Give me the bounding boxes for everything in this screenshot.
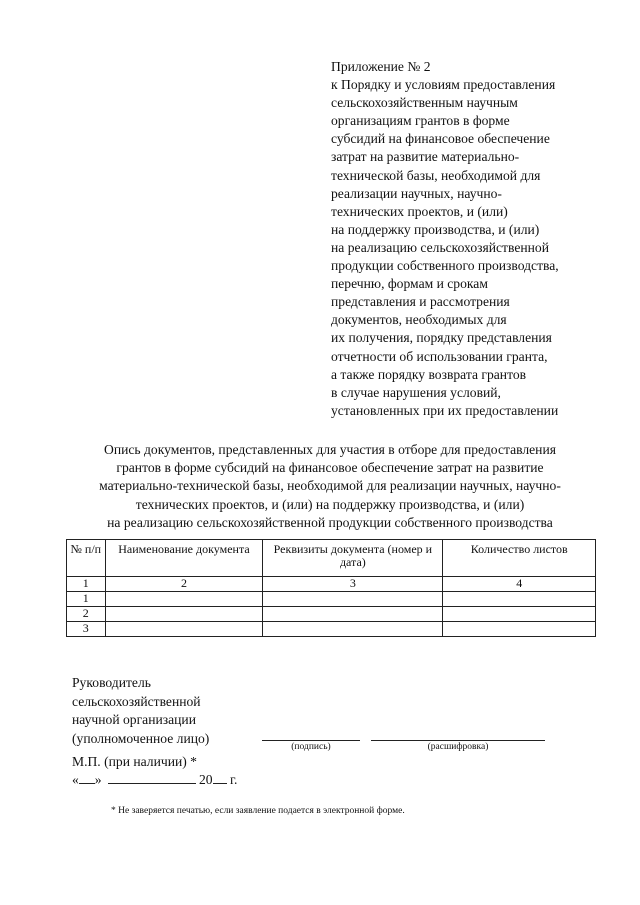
appendix-line: Приложение № 2 [331, 59, 431, 74]
appendix-line: на поддержку производства, и (или) [331, 221, 540, 237]
transcript-line [371, 740, 545, 741]
title-line: грантов в форме субсидий на финансовое обеспечение затрат на развитие [116, 460, 544, 476]
header-document-name: Наименование документа [105, 540, 263, 577]
signature-caption: (подпись) [291, 742, 331, 752]
title-line: Опись документов, представленных для участия в отборе для предоставления [104, 442, 556, 457]
footnote: * Не заверяется печатью, если заявление подается в электронной форме. [111, 806, 405, 816]
appendix-line: к Порядку и условиям предоставления [331, 77, 556, 93]
table-cell [443, 607, 596, 622]
table-cell: 3 [67, 622, 106, 637]
date-row [72, 771, 237, 789]
document-title [60, 441, 600, 532]
appendix-line: продукции собственного производства, [331, 258, 559, 274]
appendix-line: в случае нарушения условий, [331, 384, 501, 400]
date-suffix: г. [230, 772, 238, 787]
appendix-line: на реализацию сельскохозяйственной [331, 239, 549, 255]
table-row [67, 592, 596, 607]
transcript-caption: (расшифровка) [427, 742, 489, 752]
table-cell [263, 607, 443, 622]
appendix-line: перечню, формам и срокам [331, 276, 488, 292]
signer-line: (уполномоченное лицо) [72, 730, 210, 746]
appendix-line: сельскохозяйственным научным [331, 95, 518, 111]
date-month-blank [108, 771, 196, 784]
date-close-quote: » [94, 772, 102, 787]
signature-line [262, 740, 360, 741]
date-century: 20 [199, 772, 213, 787]
date-open-quote: « [72, 772, 79, 787]
header-number: № п/п [67, 540, 106, 577]
title-line: на реализацию сельскохозяйственной продукции собственного производства [107, 514, 553, 530]
table-cell: 1 [67, 577, 106, 592]
appendix-line: их получения, порядку представления [331, 330, 552, 346]
table-row [67, 607, 596, 622]
table-index-row [67, 577, 596, 592]
title-line: материально-технической базы, необходимой для реализации научных, научно- [99, 478, 561, 494]
table-header-row [67, 540, 596, 577]
appendix-line: представления и рассмотрения [331, 294, 510, 310]
appendix-line: затрат на развитие материально- [331, 149, 520, 165]
table-cell: 1 [67, 592, 106, 607]
table-cell: 2 [67, 607, 106, 622]
appendix-line: установленных при их предоставлении [331, 402, 559, 418]
appendix-line: субсидий на финансовое обеспечение [331, 131, 550, 147]
table-cell: 3 [263, 577, 443, 592]
appendix-line: технической базы, необходимой для [331, 167, 541, 183]
appendix-header [331, 58, 559, 420]
table-row [67, 622, 596, 637]
table-cell [105, 592, 263, 607]
table-cell [263, 592, 443, 607]
signer-line: сельскохозяйственной [72, 693, 201, 709]
header-document-details: Реквизиты документа (номер и дата) [263, 540, 443, 577]
signer-line: Руководитель [72, 675, 151, 690]
title-line: технических проектов, и (или) на поддержку производства, и (или) [135, 496, 525, 512]
date-year-blank [213, 771, 227, 784]
appendix-line: отчетности об использовании гранта, [331, 348, 548, 364]
appendix-line: а также порядку возврата грантов [331, 366, 527, 382]
table-cell [105, 622, 263, 637]
appendix-line: документов, необходимых для [331, 312, 507, 328]
appendix-line: организациям грантов в форме [331, 113, 510, 129]
signer-line: научной организации [72, 712, 196, 728]
table-cell: 4 [443, 577, 596, 592]
table-cell: 2 [105, 577, 263, 592]
table-cell [105, 607, 263, 622]
table-cell [263, 622, 443, 637]
table-cell [443, 622, 596, 637]
appendix-line: технических проектов, и (или) [331, 203, 508, 219]
stamp-note: М.П. (при наличии) * [72, 754, 197, 769]
date-day-blank [79, 771, 95, 784]
table-cell [443, 592, 596, 607]
appendix-line: реализации научных, научно- [331, 185, 502, 201]
header-sheet-count: Количество листов [443, 540, 596, 577]
documents-inventory-table [66, 539, 596, 637]
signer-block [72, 674, 209, 748]
